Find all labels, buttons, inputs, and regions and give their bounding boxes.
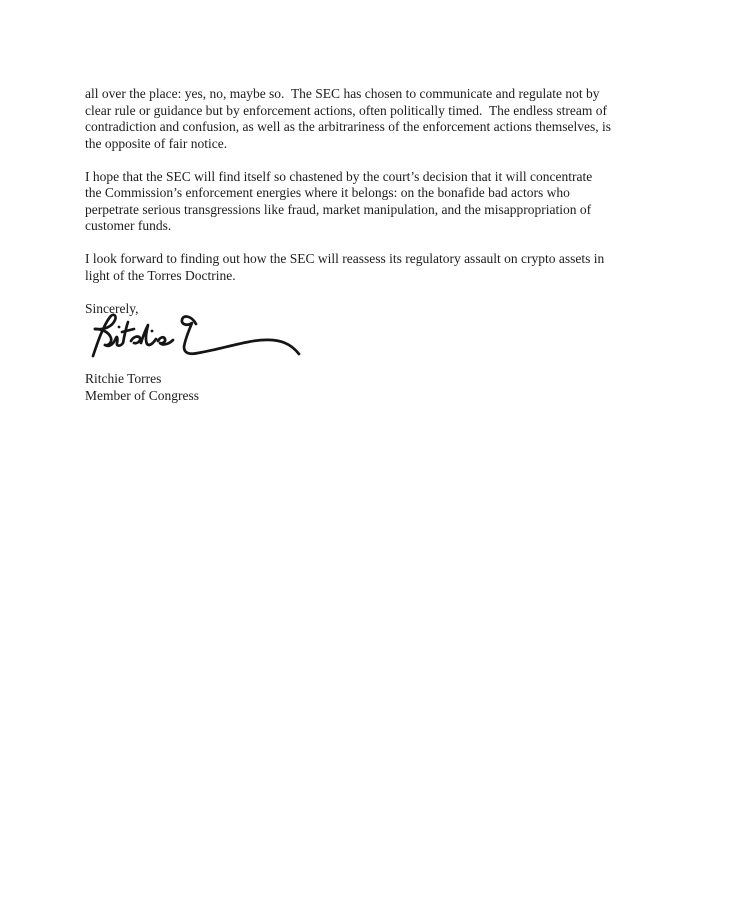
paragraph-fair-notice <box>85 86 660 152</box>
i-dot <box>118 326 121 329</box>
text-line: contradiction and confusion, as well as the arbitrariness of the enforcement actions themselves, is <box>85 119 611 134</box>
i-dot <box>151 330 154 333</box>
signature-block <box>85 371 660 404</box>
text-line: clear rule or guidance but by enforcement actions, often politically timed. The endless stream of <box>85 102 607 118</box>
text-line: Sincerely, <box>85 300 139 316</box>
text-line: the opposite of fair notice. <box>85 135 228 151</box>
text-line: perpetrate serious transgressions like fraud, market manipulation, and the misappropriation of <box>85 201 592 217</box>
signature-image <box>86 312 308 360</box>
letter-body <box>85 86 660 404</box>
signer-name: Ritchie Torres <box>85 371 162 386</box>
text-line: I look forward to finding out how the SEC will reassess its regulatory assault on crypto assets in <box>85 251 605 266</box>
signature-area <box>86 312 660 360</box>
text-line: the Commission’s enforcement energies where it belongs: on the bonafide bad actors who <box>85 185 570 200</box>
text-line: light of the Torres Doctrine. <box>85 267 236 283</box>
text-line: customer funds. <box>85 218 172 233</box>
paragraph-torres-doctrine <box>85 251 660 284</box>
signer-title: Member of Congress <box>85 387 199 403</box>
text-line: I hope that the SEC will find itself so chastened by the court’s decision that it will concentrate <box>85 168 593 184</box>
text-line: all over the place: yes, no, maybe so. The SEC has chosen to communicate and regulate not by <box>85 86 600 101</box>
paragraph-enforcement-energies <box>85 169 660 235</box>
